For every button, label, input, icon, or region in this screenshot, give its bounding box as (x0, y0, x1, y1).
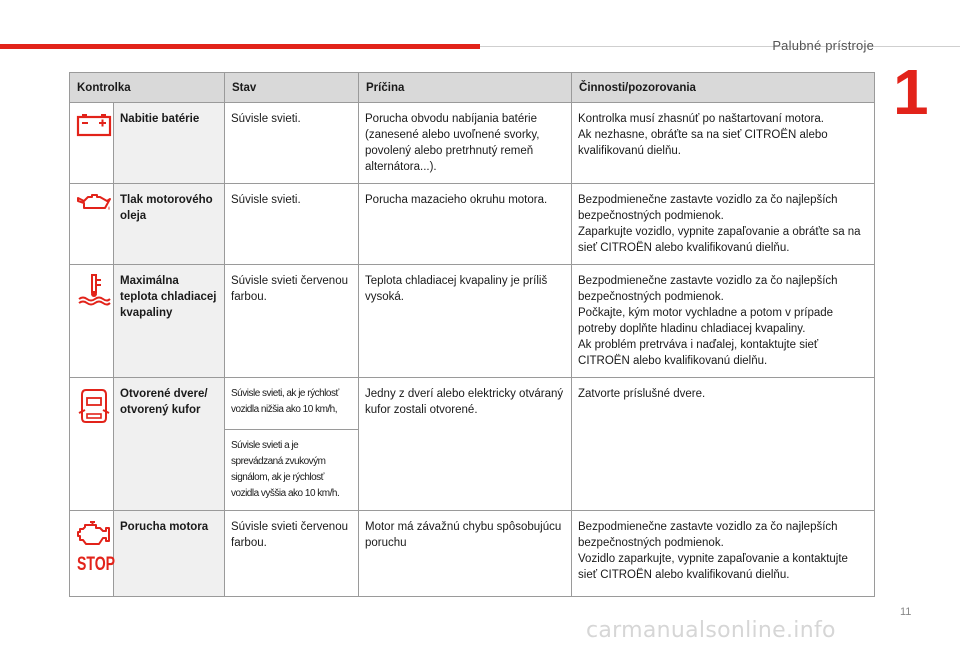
indicator-action (572, 184, 875, 265)
indicator-name: Otvorené dvere/ otvorený kufor (114, 378, 225, 511)
watermark: carmanualsonline.info (586, 618, 836, 643)
indicator-cause: Teplota chladiacej kvapaliny je príliš vysoká. (359, 265, 572, 378)
engine-fault-icon (76, 519, 112, 549)
indicator-state: Súvisle svieti. (225, 184, 359, 265)
indicator-name: Porucha motora (114, 511, 225, 597)
oil-pressure-icon (76, 192, 112, 214)
action-line: Zatvorte príslušné dvere. (578, 388, 706, 400)
action-line: Bezpodmienečne zastavte vozidlo za čo najlepších bezpečnostných podmienok. (578, 521, 838, 549)
indicator-state: Súvisle svieti červenou farbou. (225, 511, 359, 597)
indicator-action (572, 103, 875, 184)
indicator-cause: Porucha mazacieho okruhu motora. (359, 184, 572, 265)
table-row (70, 103, 875, 184)
action-line: Bezpodmienečne zastavte vozidlo za čo najlepších bezpečnostných podmienok. (578, 194, 838, 222)
indicator-cause: Jedny z dverí alebo elektricky otváraný kufor zostali otvorené. (359, 378, 572, 511)
door-open-icon (76, 386, 112, 426)
column-header-cause: Príčina (359, 73, 572, 103)
action-line: Vozidlo zaparkujte, vypnite zapaľovanie a kontaktujte sieť CITROËN alebo kvalifikovanú dielňu. (578, 553, 848, 581)
indicator-icon-cell (70, 378, 114, 511)
indicator-action (572, 378, 875, 511)
indicator-icon-cell (70, 511, 114, 597)
indicator-action (572, 265, 875, 378)
action-line: Ak problém pretrváva i naďalej, kontaktujte sieť CITROËN alebo kvalifikovanú dielňu. (578, 339, 819, 367)
stop-icon (76, 553, 116, 573)
chapter-number: 1 (893, 56, 929, 128)
column-header-state: Stav (225, 73, 359, 103)
indicator-name: Nabitie batérie (114, 103, 225, 184)
action-line: Počkajte, kým motor vychladne a potom v prípade potreby doplňte hladinu chladiacej kvapaliny. (578, 307, 834, 335)
indicator-state: Súvisle svieti. (225, 103, 359, 184)
indicator-name: Maximálna teplota chladiacej kvapaliny (114, 265, 225, 378)
action-line: Bezpodmienečne zastavte vozidlo za čo najlepších bezpečnostných podmienok. (578, 275, 838, 303)
header-accent-bar (0, 44, 480, 49)
column-header-action: Činnosti/pozorovania (572, 73, 875, 103)
table-header-row (70, 73, 875, 103)
column-header-indicator: Kontrolka (70, 73, 225, 103)
indicator-name: Tlak motorového oleja (114, 184, 225, 265)
indicator-icon-cell (70, 184, 114, 265)
action-line: Kontrolka musí zhasnúť po naštartovaní motora. (578, 113, 824, 125)
action-line: Zaparkujte vozidlo, vypnite zapaľovanie a obráťte sa na sieť CITROËN alebo kvalifikovanú dielňu. (578, 226, 861, 254)
stop-icon-label: STOP (77, 554, 116, 575)
warning-lights-table (69, 72, 875, 597)
indicator-state (225, 430, 359, 511)
indicator-state (225, 378, 359, 430)
indicator-cause: Motor má závažnú chybu spôsobujúcu poruchu (359, 511, 572, 597)
action-line: Ak nezhasne, obráťte sa na sieť CITROËN alebo kvalifikovanú dielňu. (578, 129, 828, 157)
coolant-temperature-icon (76, 273, 112, 305)
indicator-state-text: Súvisle svieti a je sprevádzaná zvukovým signálom, ak je rýchlosť vozidla vyššia ako 10 km/h. (231, 440, 340, 499)
header-divider (480, 46, 960, 47)
table-row (70, 378, 875, 430)
indicator-state: Súvisle svieti červenou farbou. (225, 265, 359, 378)
section-title: Palubné prístroje (772, 38, 874, 53)
battery-icon (76, 111, 112, 137)
indicator-state-text: Súvisle svieti, ak je rýchlosť vozidla nižšia ako 10 km/h, (231, 388, 339, 415)
table-row (70, 184, 875, 265)
indicator-action (572, 511, 875, 597)
page-number: 11 (900, 606, 912, 618)
indicator-icon-cell (70, 103, 114, 184)
indicator-cause: Porucha obvodu nabíjania batérie (zanesené alebo uvoľnené svorky, povolený alebo pretrhnutý remeň alternátora...). (359, 103, 572, 184)
indicator-icon-cell (70, 265, 114, 378)
table-row (70, 511, 875, 597)
table-row (70, 265, 875, 378)
